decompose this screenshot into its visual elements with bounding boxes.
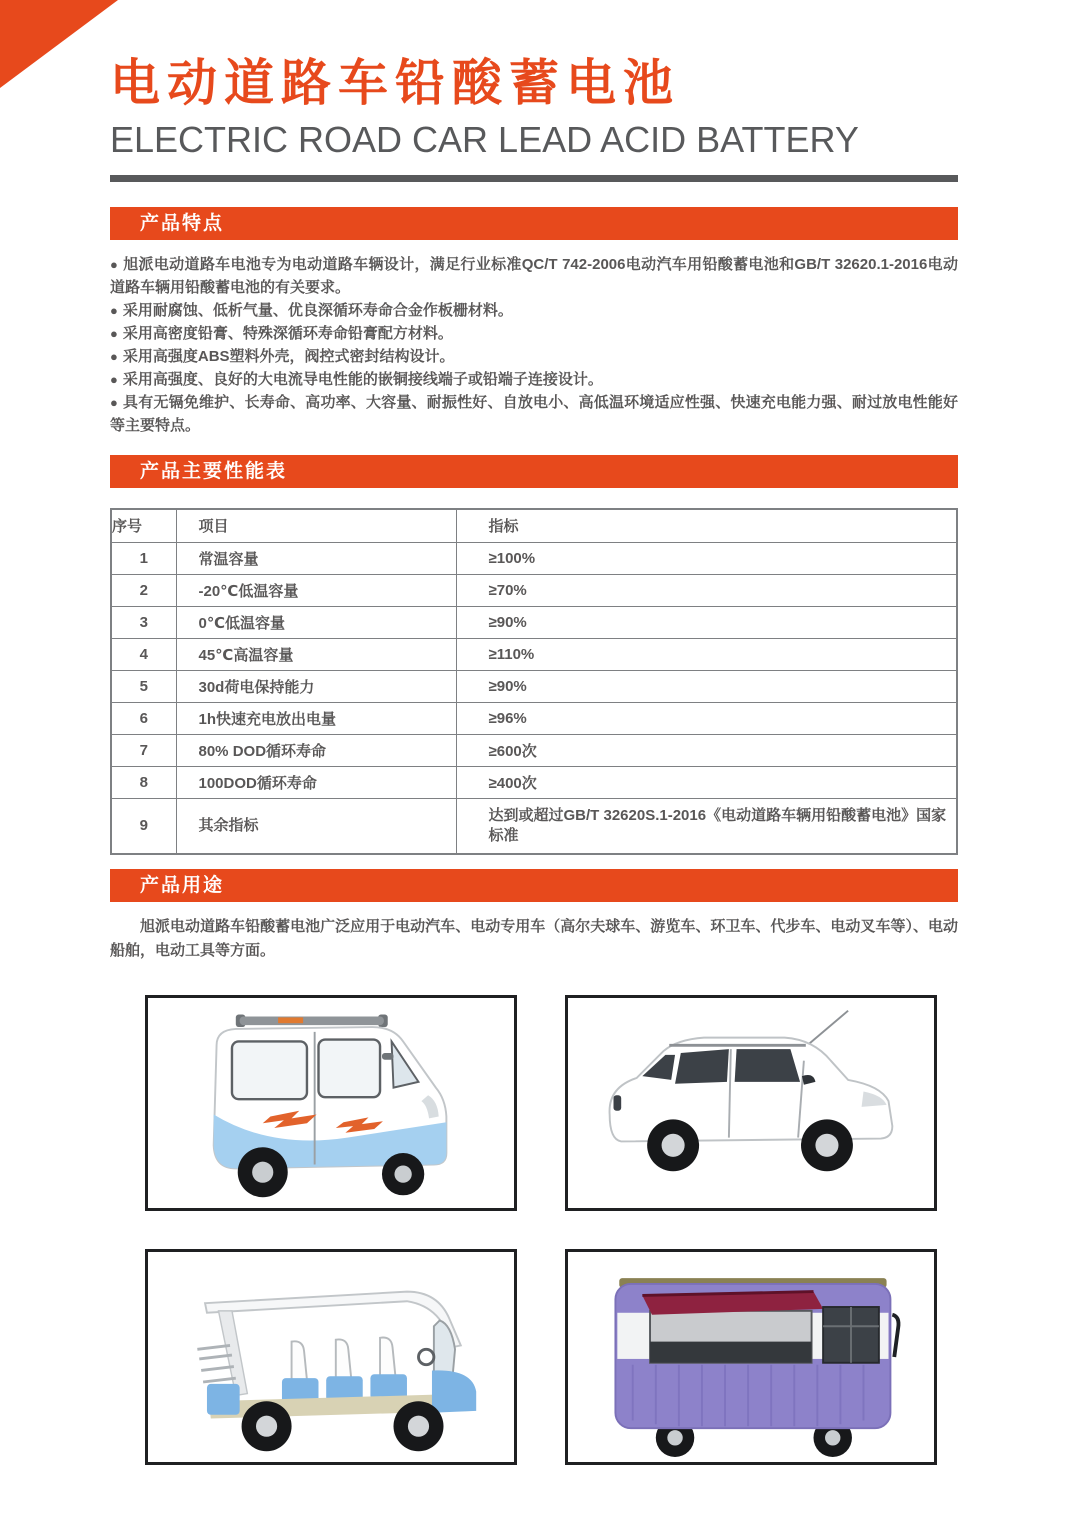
row-item-cell: 其余指标 — [176, 798, 456, 854]
feature-text: 旭派电动道路车电池专为电动道路车辆设计，满足行业标准QC/T 742-2006电动汽车用铅酸蓄电池和GB/T 32620.1-2016电动道路车辆用铅酸蓄电池的有关要求。 — [110, 256, 958, 296]
vehicle-gallery — [110, 995, 958, 1465]
vehicle-image-box-shuttle — [145, 1249, 517, 1465]
feature-item — [110, 391, 958, 437]
row-index-cell: 4 — [111, 638, 176, 670]
row-item-cell: 30d荷电保持能力 — [176, 670, 456, 702]
row-value-cell: ≥96% — [456, 702, 957, 734]
row-value-cell: ≥90% — [456, 606, 957, 638]
section-header-features: 产品特点 — [110, 207, 958, 240]
row-value-cell: ≥70% — [456, 574, 957, 606]
bullet-icon: ● — [110, 395, 119, 410]
row-value-cell: ≥100% — [456, 542, 957, 574]
row-index-cell: 3 — [111, 606, 176, 638]
table-row — [111, 542, 957, 574]
table-header-row — [111, 509, 957, 542]
bullet-icon: ● — [110, 303, 118, 318]
corner-triangle-decoration — [0, 0, 118, 88]
table-row — [111, 734, 957, 766]
section-header-performance: 产品主要性能表 — [110, 455, 958, 488]
row-index-cell: 8 — [111, 766, 176, 798]
row-item-cell: 0℃低温容量 — [176, 606, 456, 638]
electric-sightseeing-bus-image — [155, 1257, 507, 1457]
feature-text: 采用高强度ABS塑料外壳，阀控式密封结构设计。 — [122, 348, 455, 365]
table-row — [111, 798, 957, 854]
table-row — [111, 702, 957, 734]
vehicle-image-box-foodcart — [565, 1249, 937, 1465]
feature-item — [110, 299, 958, 322]
table-row — [111, 766, 957, 798]
vehicle-image-box-car — [565, 995, 937, 1211]
row-item-cell: 100DOD循环寿命 — [176, 766, 456, 798]
row-item-cell: 80% DOD循环寿命 — [176, 734, 456, 766]
row-value-cell: ≥400次 — [456, 766, 957, 798]
electric-food-cart-image — [575, 1257, 927, 1457]
usage-paragraph: 旭派电动道路车铅酸蓄电池广泛应用于电动汽车、电动专用车（高尔夫球车、游览车、环卫车、代步车、电动叉车等）、电动船舶，电动工具等方面。 — [110, 918, 958, 959]
row-value-cell: 达到或超过GB/T 32620S.1-2016《电动道路车辆用铅酸蓄电池》国家标准 — [456, 798, 957, 854]
feature-list — [110, 253, 958, 437]
col-header-item: 项目 — [176, 509, 456, 542]
bullet-icon: ● — [110, 349, 118, 364]
vehicle-image-box-tricycle — [145, 995, 517, 1211]
table-row — [111, 670, 957, 702]
feature-item — [110, 253, 958, 299]
feature-text: 采用高密度铅膏、特殊深循环寿命铅膏配方材料。 — [122, 325, 453, 342]
row-value-cell: ≥90% — [456, 670, 957, 702]
page-subtitle: ELECTRIC ROAD CAR LEAD ACID BATTERY — [110, 119, 859, 160]
feature-item — [110, 368, 958, 391]
col-header-value: 指标 — [456, 509, 957, 542]
row-index-cell: 2 — [111, 574, 176, 606]
row-index-cell: 9 — [111, 798, 176, 854]
row-item-cell: -20℃低温容量 — [176, 574, 456, 606]
page-title: 电动道路车铅酸蓄电池 — [110, 55, 680, 111]
feature-text: 采用高强度、良好的大电流导电性能的嵌铜接线端子或铅端子连接设计。 — [122, 371, 603, 388]
feature-text: 采用耐腐蚀、低析气量、优良深循环寿命合金作板栅材料。 — [122, 302, 513, 319]
row-item-cell: 1h快速充电放出电量 — [176, 702, 456, 734]
feature-item — [110, 322, 958, 345]
col-header-no: 序号 — [111, 509, 176, 542]
row-item-cell: 45℃高温容量 — [176, 638, 456, 670]
bullet-icon: ● — [110, 257, 119, 272]
table-row — [111, 638, 957, 670]
table-row — [111, 574, 957, 606]
enclosed-electric-tricycle-image — [155, 1003, 507, 1203]
electric-passenger-car-image — [575, 1003, 927, 1203]
row-value-cell: ≥600次 — [456, 734, 957, 766]
row-index-cell: 1 — [111, 542, 176, 574]
row-index-cell: 7 — [111, 734, 176, 766]
feature-item — [110, 345, 958, 368]
feature-text: 具有无镉免维护、长寿命、高功率、大容量、耐振性好、自放电小、高低温环境适应性强、快速充电能力强、耐过放电性能好等主要特点。 — [110, 394, 958, 434]
bullet-icon: ● — [110, 372, 118, 387]
row-value-cell: ≥110% — [456, 638, 957, 670]
row-index-cell: 5 — [111, 670, 176, 702]
header-divider — [110, 175, 958, 182]
table-row — [111, 606, 957, 638]
row-item-cell: 常温容量 — [176, 542, 456, 574]
bullet-icon: ● — [110, 326, 118, 341]
performance-table — [110, 508, 958, 855]
row-index-cell: 6 — [111, 702, 176, 734]
section-header-usage: 产品用途 — [110, 869, 958, 902]
